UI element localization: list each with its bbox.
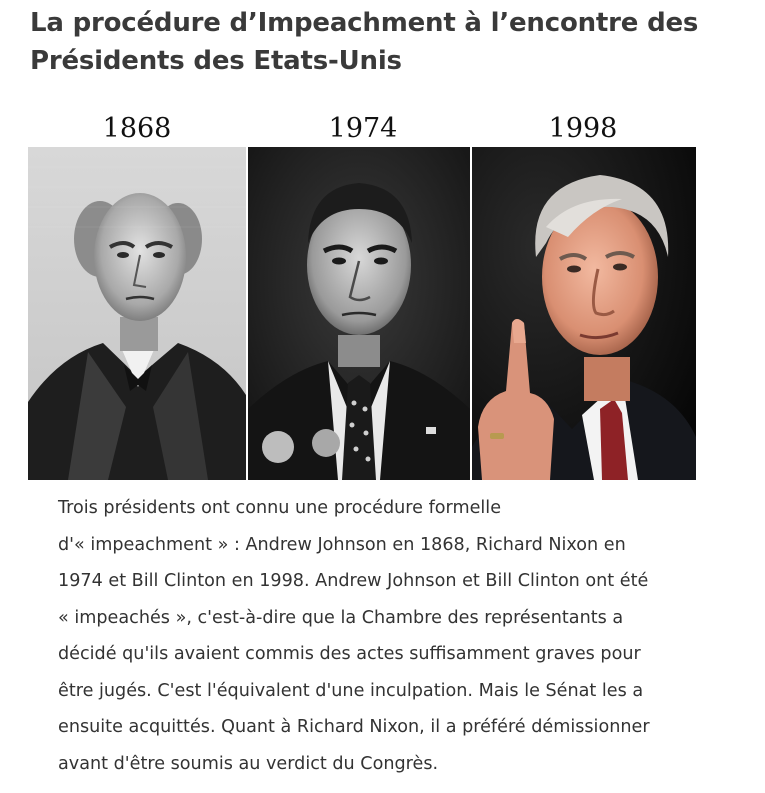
page-title [30,4,750,80]
paragraph-line-5: décidé qu'ils avaient commis des actes suffisamment graves pour [58,644,641,664]
paragraph-line-8: avant d'être soumis au verdict du Congrès. [58,753,439,774]
year-label-1974: 1974 [328,113,398,144]
paragraph-line-4: « impeachés », c'est-à-dire que la Chambre des représentants a [58,607,624,628]
year-label-1868: 1868 [102,113,172,144]
paragraph-line-7: ensuite acquittés. Quant à Richard Nixon, il a préféré démissionner [58,717,650,737]
title-line-2: Présidents des Etats-Unis [30,46,402,76]
article-paragraph [58,490,708,782]
presidents-figure [28,112,696,480]
paragraph-line-1: Trois présidents ont connu une procédure formelle [58,498,502,518]
portrait-bill-clinton [472,147,696,480]
paragraph-line-2: d'« impeachment » : Andrew Johnson en 1868, Richard Nixon en [58,534,626,555]
portrait-richard-nixon [248,147,470,480]
paragraph-line-3: 1974 et Bill Clinton en 1998. Andrew Johnson et Bill Clinton ont été [58,571,649,591]
year-label-1998: 1998 [548,113,618,144]
title-line-1: La procédure d’Impeachment à l’encontre des [30,8,699,38]
paragraph-line-6: être jugés. C'est l'équivalent d'une inculpation. Mais le Sénat les a [58,680,644,701]
portrait-andrew-johnson [28,147,246,480]
